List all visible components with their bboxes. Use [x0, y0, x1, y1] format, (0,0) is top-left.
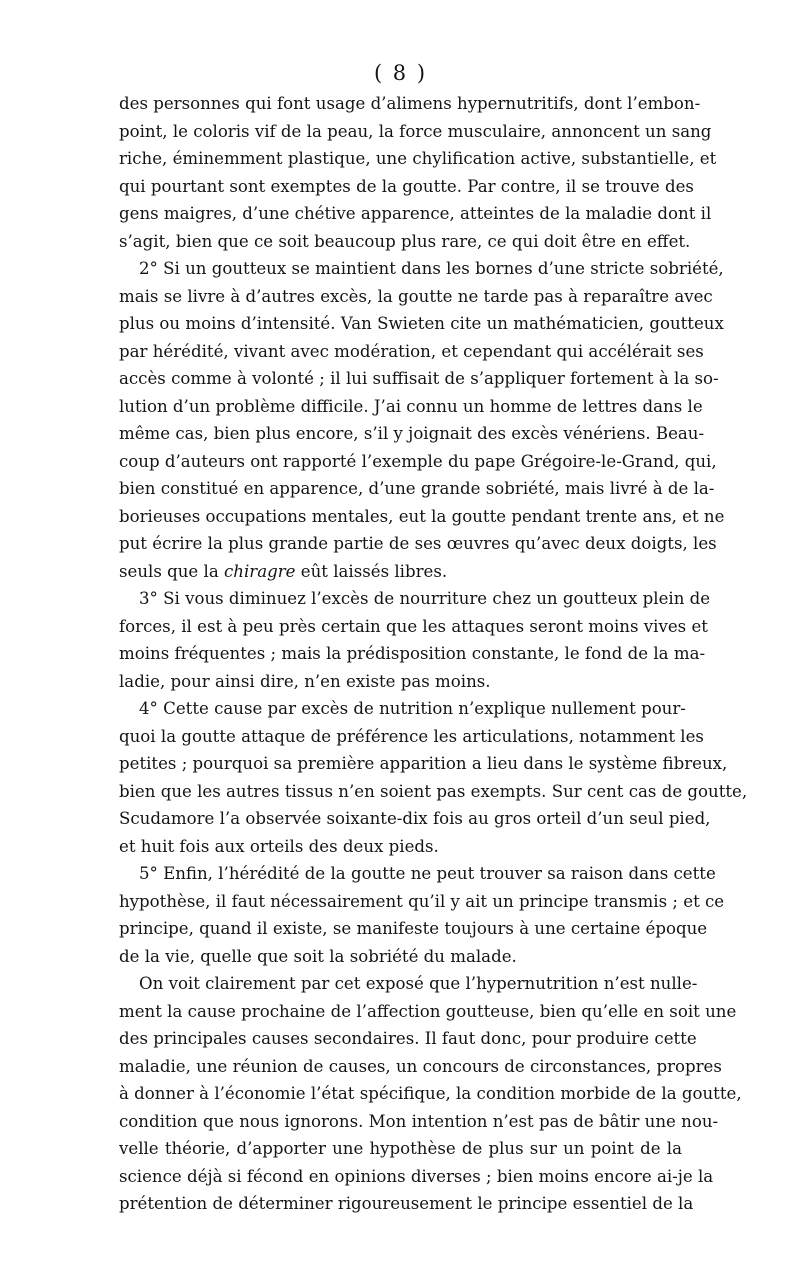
text-line: lution d’un problème difficile. J’ai connu un homme de lettres dans le	[119, 396, 703, 416]
text-line: put écrire la plus grande partie de ses œuvres qu’avec deux doigts, les	[119, 534, 717, 553]
text-line: hypothèse, il faut nécessairement qu’il y ait un principe transmis ; et ce	[119, 891, 725, 911]
text-line: accès comme à volonté ; il lui suffisait de s’appliquer fortement à la so-	[119, 369, 719, 388]
text-line: moins fréquentes ; mais la prédisposition constante, le fond de la ma-	[119, 644, 706, 663]
text-line: On voit clairement par cet exposé que l’hypernutrition n’est nulle-	[139, 974, 698, 993]
text-line: condition que nous ignorons. Mon intention n’est pas de bâtir une nou-	[119, 1111, 719, 1131]
text-line: ment la cause prochaine de l’affection goutteuse, bien qu’elle en soit une	[119, 1001, 737, 1021]
text-line: à donner à l’économie l’état spécifique, la condition morbide de la goutte,	[119, 1084, 742, 1103]
text-line: maladie, une réunion de causes, un concours de circonstances, propres	[119, 1056, 722, 1076]
text-line: de la vie, quelle que soit la sobriété du malade.	[119, 946, 517, 966]
italic-term: chiragre	[224, 561, 296, 581]
text-line: des personnes qui font usage d’alimens hypernutritifs, dont l’embon-	[119, 94, 701, 113]
text-line: quoi la goutte attaque de préférence les articulations, notamment les	[119, 726, 704, 746]
page-number: ( 8 )	[373, 61, 428, 85]
text-line: prétention de déterminer rigoureusement le principe essentiel de la	[119, 1194, 694, 1213]
text-line: petites ; pourquoi sa première apparition a lieu dans le système fibreux,	[119, 754, 728, 773]
text-line: par hérédité, vivant avec modération, et cependant qui accélérait ses	[119, 341, 704, 361]
text-line: science déjà si fécond en opinions diverses ; bien moins encore ai-je la	[119, 1166, 714, 1186]
text-line: même cas, bien plus encore, s’il y joignait des excès vénériens. Beau-	[119, 424, 705, 443]
text-line: bien que les autres tissus n’en soient pas exempts. Sur cent cas de goutte,	[119, 781, 748, 801]
text-line: 5° Enfin, l’hérédité de la goutte ne peut trouver sa raison dans cette	[139, 864, 716, 883]
text-line: Scudamore l’a observée soixante-dix fois au gros orteil d’un seul pied,	[119, 809, 711, 828]
text-line: 3° Si vous diminuez l’excès de nourriture chez un goutteux plein de	[139, 589, 711, 608]
text-line: seuls que la chiragre eût laissés libres.	[119, 561, 448, 581]
text-line: 4° Cette cause par excès de nutrition n’explique nullement pour-	[139, 699, 686, 718]
text-line: bien constitué en apparence, d’une grande sobriété, mais livré à de la-	[119, 479, 715, 498]
text-line: s’agit, bien que ce soit beaucoup plus rare, ce qui doit être en effet.	[119, 231, 691, 251]
book-page	[119, 58, 748, 1218]
text-line: point, le coloris vif de la peau, la force musculaire, annoncent un sang	[119, 121, 712, 141]
text-line: principe, quand il existe, se manifeste toujours à une certaine époque	[119, 919, 708, 938]
text-line: velle théorie, d’apporter une hypothèse de plus sur un point de la	[119, 1139, 682, 1158]
text-line: coup d’auteurs ont rapporté l’exemple du pape Grégoire-le-Grand, qui,	[119, 451, 717, 471]
text-line: des principales causes secondaires. Il faut donc, pour produire cette	[119, 1029, 697, 1048]
text-line: forces, il est à peu près certain que les attaques seront moins vives et	[119, 616, 708, 636]
text-line: qui pourtant sont exemptes de la goutte. Par contre, il se trouve des	[119, 176, 694, 196]
text-line: plus ou moins d’intensité. Van Swieten cite un mathématicien, goutteux	[119, 314, 724, 333]
text-line: borieuses occupations mentales, eut la goutte pendant trente ans, et ne	[119, 506, 725, 526]
text-line: 2° Si un goutteux se maintient dans les bornes d’une stricte sobriété,	[139, 259, 724, 278]
text-line: et huit fois aux orteils des deux pieds.	[119, 836, 439, 856]
text-line: ladie, pour ainsi dire, n’en existe pas moins.	[119, 671, 491, 691]
text-line: gens maigres, d’une chétive apparence, atteintes de la maladie dont il	[119, 204, 712, 223]
text-line: riche, éminemment plastique, une chylification active, substantielle, et	[119, 149, 717, 168]
body-text	[119, 90, 748, 1218]
text-line: mais se livre à d’autres excès, la goutte ne tarde pas à reparaître avec	[119, 286, 713, 306]
